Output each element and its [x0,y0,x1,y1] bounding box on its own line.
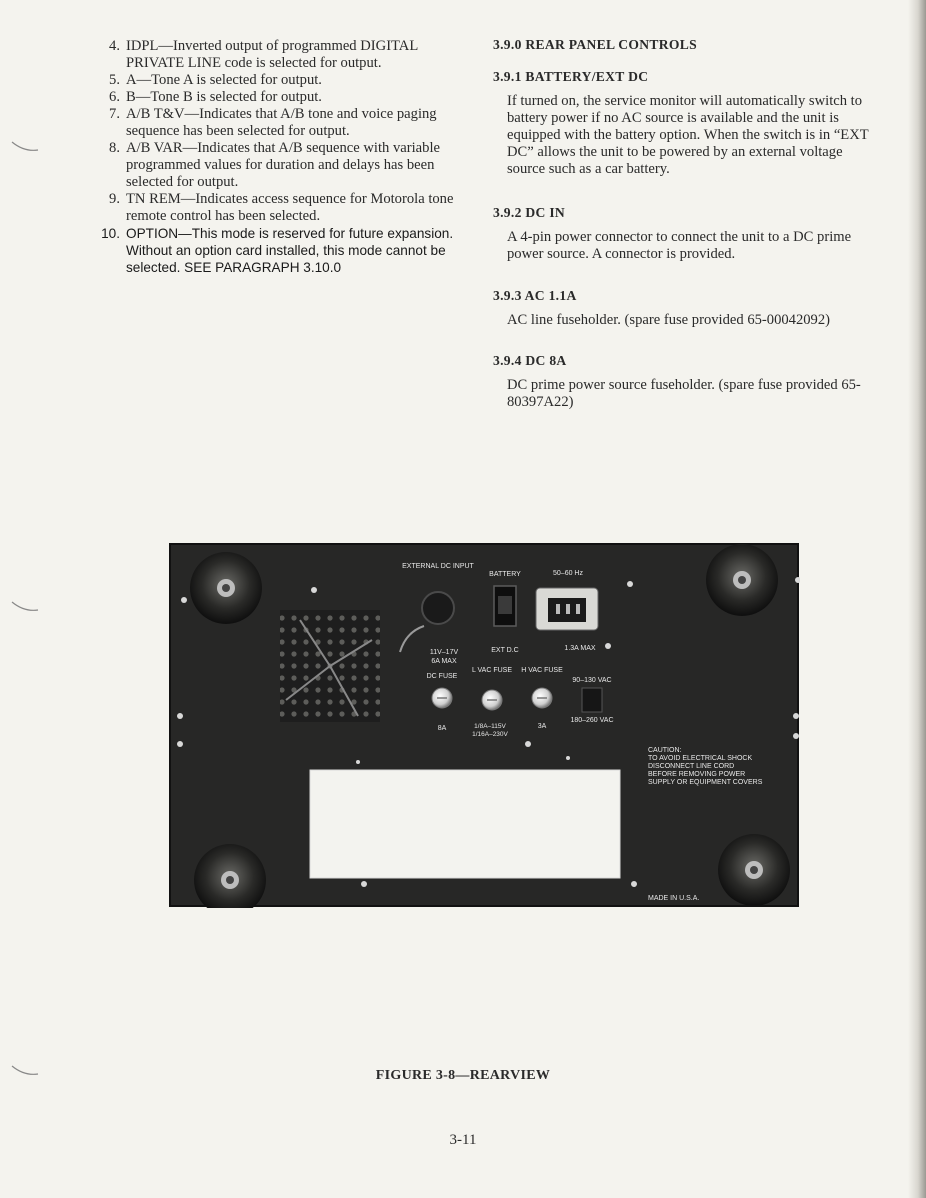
voltage-selector-switch [582,688,602,712]
label-fuse-3a: 3A [537,723,547,730]
punch-hole-mark [10,140,40,154]
section-dc-in [493,204,878,263]
left-column-list [78,38,468,276]
list-item: 9. TN REM—Indicates access sequence for Motorola tone remote control has been selected. [109,191,454,224]
section-heading: 3.9.0 REAR PANEL CONTROLS [493,37,698,52]
blank-label-plate [310,770,620,878]
label-freq: 50–60 Hz [553,570,583,577]
section-dc-fuse [493,352,878,411]
label-dc-fuse: DC FUSE [426,673,458,680]
label-hvac-fuse: H VAC FUSE [521,667,563,674]
section-heading: 3.9.4 DC 8A [493,353,567,368]
label-lvac-fuse: L VAC FUSE [471,667,513,674]
rear-panel-figure [168,540,800,908]
section-paragraph: A 4-pin power connector to connect the unit to a DC prime power source. A connector is provided. [507,229,852,262]
section-paragraph: AC line fuseholder. (spare fuse provided 65-00042092) [507,312,831,328]
section-paragraph: DC prime power source fuseholder. (spare fuse provided 65-80397A22) [507,377,861,410]
rubber-foot [718,834,790,906]
list-item: 8. A/B VAR—Indicates that A/B sequence with variable programmed values for duration and delays has been selected for output. [109,140,440,190]
label-low-vac: 90–130 VAC [572,677,612,684]
rubber-foot [706,544,778,616]
label-dc-max: 6A MAX [431,658,457,665]
list-item: 4. IDPL—Inverted output of programmed DIGITAL PRIVATE LINE code is selected for output. [109,38,418,71]
section-battery-ext-dc [493,68,878,178]
section-rear-panel [493,36,878,53]
label-fuse-lv1: 1/8A–115V [474,723,506,730]
label-dc-range: 11V–17V [429,649,459,656]
list-item: 5. A—Tone A is selected for output. [109,72,322,88]
label-fuse-8a: 8A [437,725,447,732]
label-max-current: 1.3A MAX [564,645,596,652]
label-fuse-lv2: 1/16A–230V [472,731,508,738]
page-number: 3-11 [449,1132,477,1148]
label-made-in: MADE IN U.S.A. [648,895,700,902]
label-high-vac: 180–260 VAC [570,717,614,724]
label-external-dc-input: EXTERNAL DC INPUT [402,563,474,570]
punch-hole-mark [10,600,40,614]
label-ext-dc: EXT D.C [491,647,519,654]
rear-panel-photo [168,540,800,908]
section-ac-fuse [493,287,878,329]
list-item: 7. A/B T&V—Indicates that A/B tone and voice paging sequence has been selected for output. [109,106,437,139]
section-paragraph: If turned on, the service monitor will automatically switch to battery power if no AC source is available and the unit is equipped with the battery option. When the switch is in “EXT DC” allows the unit to be powered by an external voltage source such as a car battery. [507,93,869,177]
section-heading: 3.9.1 BATTERY/EXT DC [493,69,649,84]
page-edge-shadow [908,0,926,1198]
list-item: 6. B—Tone B is selected for output. [109,89,322,105]
ac-power-inlet [536,588,598,630]
figure-caption: FIGURE 3-8—REARVIEW [375,1068,551,1083]
list-item: 10. OPTION—This mode is reserved for future expansion. Without an option card installed, this mode cannot be selected. SEE PARAGRAPH 3.10.0 [101,226,454,275]
section-heading: 3.9.3 AC 1.1A [493,288,577,303]
rubber-foot [190,552,262,624]
section-heading: 3.9.2 DC IN [493,205,566,220]
caution-text: CAUTION: TO AVOID ELECTRICAL SHOCK DISCONNECT LINE CORD BEFORE REMOVING POWER SUPPLY OR EQUIPMENT COVERS [648,747,763,786]
label-battery: BATTERY [489,571,521,578]
